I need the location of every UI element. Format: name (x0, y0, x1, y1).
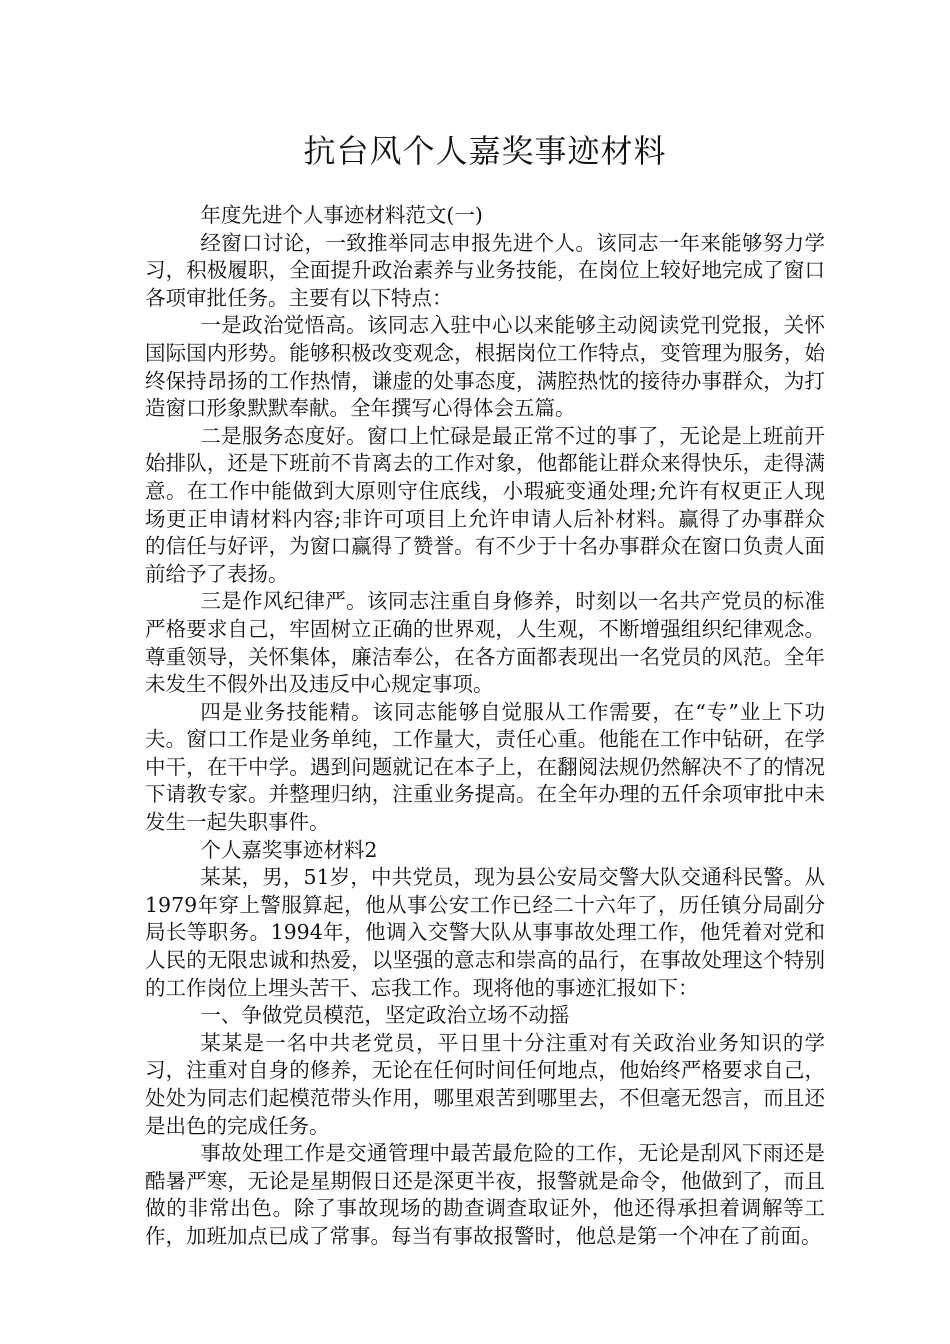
paragraph-10: 某某是一名中共老党员，平日里十分注重对有关政治业务知识的学习，注重对自身的修养，无论在任何时间任何地点，他始终严格要求自己，处处为同志们起模范带头作用，哪里艰苦到哪里去，不但毫无怨言，而且还是出色的完成任务。 (145, 1030, 825, 1138)
document-title: 抗台风个人嘉奖事迹材料 (303, 132, 667, 170)
paragraph-6: 四是业务技能精。该同志能够自觉服从工作需要，在“专”业上下功夫。窗口工作是业务单纯，工作量大，责任心重。他能在工作中钻研，在学中干，在干中学。遇到问题就记在本子上，在翻阅法规仍然解决不了的情况下请教专家。并整理归纳，注重业务提高。在全年办理的五仟余项审批中未发生一起失职事件。 (145, 699, 825, 835)
paragraph-1: 年度先进个人事迹材料范文(一) (200, 203, 483, 227)
paragraph-5: 三是作风纪律严。该同志注重自身修养，时刻以一名共产党员的标准严格要求自己，牢固树立正确的世界观，人生观，不断增强组织纪律观念。尊重领导，关怀集体，廉洁奉公，在各方面都表现出一名党员的风范。全年未发生不假外出及违反中心规定事项。 (145, 589, 825, 697)
paragraph-4: 二是服务态度好。窗口上忙碌是最正常不过的事了，无论是上班前开始排队，还是下班前不肯离去的工作对象，他都能让群众来得快乐，走得满意。在工作中能做到大原则守住底线，小瑕疵变通处理;允许有权更正人现场更正申请材料内容;非许可项目上允许申请人后补材料。赢得了办事群众的信任与好评，为窗口赢得了赞誉。有不少于十名办事群众在窗口负责人面前给予了表扬。 (145, 423, 825, 586)
paragraph-2: 经窗口讨论，一致推举同志申报先进个人。该同志一年来能够努力学习，积极履职，全面提升政治素养与业务技能，在岗位上较好地完成了窗口各项审批任务。主要有以下特点： (145, 230, 825, 310)
document-page (145, 128, 825, 1251)
paragraph-8: 某某，男，51岁，中共党员，现为县公安局交警大队交通科民警。从1979年穿上警服算起，他从事公安工作已经二十六年了，历任镇分局副分局长等职务。1994年，他调入交警大队从事事故处理工作，他凭着对党和人民的无限忠诚和热爱，以坚强的意志和崇高的品行，在事故处理这个特别的工作岗位上埋头苦干、忘我工作。现将他的事迹汇报如下： (145, 865, 825, 1000)
paragraph-9: 一、争做党员模范，坚定政治立场不动摇 (200, 1003, 570, 1028)
paragraph-3: 一是政治觉悟高。该同志入驻中心以来能够主动阅读党刊党报，关怀国际国内形势。能够积极改变观念，根据岗位工作特点，变管理为服务，始终保持昂扬的工作热情，谦虚的处事态度，满腔热忱的接待办事群众，为打造窗口形象默默奉献。全年撰写心得体会五篇。 (145, 313, 825, 421)
paragraph-11: 事故处理工作是交通管理中最苦最危险的工作，无论是刮风下雨还是酷暑严寒，无论是星期假日还是深更半夜，报警就是命令，他做到了，而且做的非常出色。除了事故现场的勘查调查取证外，他还得承担着调解等工作，加班加点已成了常事。每当有事故报警时，他总是第一个冲在了前面。 (145, 1141, 825, 1248)
paragraph-7: 个人嘉奖事迹材料2 (200, 837, 378, 862)
